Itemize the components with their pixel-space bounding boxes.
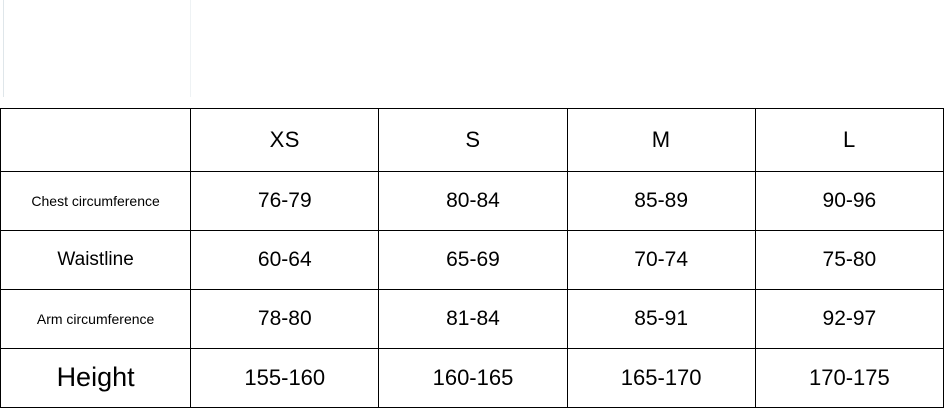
- header-cell-xs: XS: [191, 109, 379, 172]
- guide-line-column: [190, 0, 191, 97]
- row-label-waistline: Waistline: [1, 231, 191, 290]
- cell-chest-xs: 76-79: [191, 172, 379, 231]
- row-label-arm: Arm circumference: [1, 290, 191, 349]
- size-chart-table: [0, 108, 944, 408]
- cell-waistline-s: 65-69: [379, 231, 567, 290]
- row-label-height: Height: [1, 349, 191, 408]
- header-cell-m: M: [567, 109, 755, 172]
- cell-chest-s: 80-84: [379, 172, 567, 231]
- blank-top-band: [0, 0, 945, 108]
- table-row: [1, 172, 944, 231]
- header-cell-l: L: [755, 109, 943, 172]
- cell-chest-l: 90-96: [755, 172, 943, 231]
- cell-height-s: 160-165: [379, 349, 567, 408]
- cell-waistline-xs: 60-64: [191, 231, 379, 290]
- table-row: [1, 349, 944, 408]
- header-cell-s: S: [379, 109, 567, 172]
- row-label-chest: Chest circumference: [1, 172, 191, 231]
- guide-line-left: [3, 0, 4, 97]
- cell-waistline-l: 75-80: [755, 231, 943, 290]
- cell-height-m: 165-170: [567, 349, 755, 408]
- cell-arm-xs: 78-80: [191, 290, 379, 349]
- cell-arm-m: 85-91: [567, 290, 755, 349]
- table-row: [1, 231, 944, 290]
- cell-height-xs: 155-160: [191, 349, 379, 408]
- cell-waistline-m: 70-74: [567, 231, 755, 290]
- table-header-row: [1, 109, 944, 172]
- cell-height-l: 170-175: [755, 349, 943, 408]
- cell-chest-m: 85-89: [567, 172, 755, 231]
- cell-arm-l: 92-97: [755, 290, 943, 349]
- cell-arm-s: 81-84: [379, 290, 567, 349]
- table-row: [1, 290, 944, 349]
- header-cell-corner: [1, 109, 191, 172]
